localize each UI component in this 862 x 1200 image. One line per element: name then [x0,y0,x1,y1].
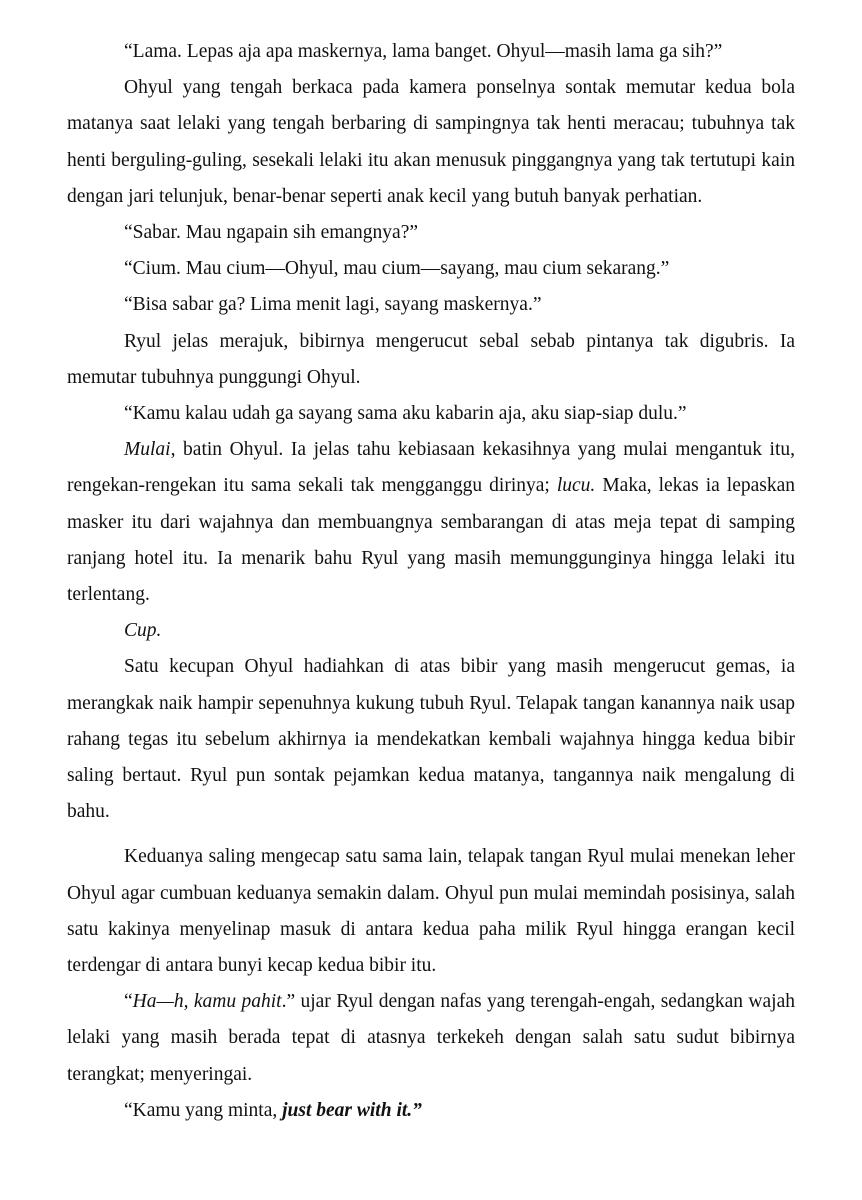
paragraph-p12 [67,984,795,1093]
document-page [67,34,795,1129]
text-segment: Ohyul yang tengah berkaca pada kamera ponselnya sontak memutar kedua bola matanya saat lelaki yang tengah berbaring di sampingnya tak henti meracau; tubuhnya tak henti berguling-guling, sesekali lelaki itu akan menusuk pinggangnya yang tak tertutupi kain dengan jari telunjuk, benar-benar seperti anak kecil yang butuh banyak perhatian. [67,77,795,207]
paragraph-p6 [67,324,795,396]
paragraph-p9 [67,613,795,649]
text-segment: just bear with it.” [282,1099,422,1121]
paragraph-p8 [67,432,795,613]
paragraph-p10 [67,649,795,830]
text-segment: “Kamu kalau udah ga sayang sama aku kabarin aja, aku siap-siap dulu.” [124,403,687,425]
text-segment: Maka, lekas ia lepaskan masker itu dari wajahnya dan membuangnya sembarangan di atas meja tepat di samping ranjang hotel itu. Ia menarik bahu Ryul yang masih memunggunginya hingga lelaki itu terlentang. [67,475,796,606]
text-segment: “ [124,991,133,1013]
paragraph-p5 [67,287,795,323]
text-segment: lucu. [556,475,596,497]
text-segment: Keduanya saling mengecap satu sama lain, telapak tangan Ryul mulai menekan leher Ohyul agar cumbuan keduanya semakin dalam. Ohyul pun mulai memindah posisinya, salah satu kakinya menyelinap masuk di antara kedua paha milik Ryul hingga erangan kecil terdengar di antara bunyi kecap kedua bibir itu. [67,846,795,977]
text-segment: “Kamu yang minta, [124,1099,283,1121]
text-segment: “Cium. Mau cium—Ohyul, mau cium—sayang, mau cium sekarang.” [124,258,670,280]
text-segment: Ryul jelas merajuk, bibirnya mengerucut sebal sebab pintanya tak digubris. Ia memutar tubuhnya punggungi Ohyul. [67,330,795,388]
text-segment: Ha—h, kamu pahit [132,991,282,1013]
paragraph-p4 [67,251,795,287]
paragraph-p7 [67,396,795,432]
paragraph-p13 [67,1093,795,1129]
paragraph-p1 [67,34,795,70]
text-segment: Mulai [124,439,171,461]
text-segment: Cup. [124,620,162,642]
paragraph-p3 [67,215,795,251]
text-segment: “Lama. Lepas aja apa maskernya, lama banget. Ohyul—masih lama ga sih?” [124,41,723,62]
paragraph-p11 [67,839,795,984]
text-segment: Satu kecupan Ohyul hadiahkan di atas bibir yang masih mengerucut gemas, ia merangkak naik hampir sepenuhnya kukung tubuh Ryul. Telapak tangan kanannya naik usap rahang tegas itu sebelum akhirnya ia mendekatkan kembali wajahnya hingga kedua bibir saling bertaut. Ryul pun sontak pejamkan kedua matanya, tangannya naik mengalung di bahu. [67,656,795,823]
text-segment: .” ujar Ryul dengan nafas yang terengah-engah, sedangkan wajah lelaki yang masih berada tepat di atasnya terkekeh dengan salah satu sudut bibirnya terangkat; menyeringai. [67,991,795,1085]
text-segment: “Bisa sabar ga? Lima menit lagi, sayang maskernya.” [124,294,542,316]
text-segment: , batin Ohyul. Ia jelas tahu kebiasaan kekasihnya yang mulai mengantuk itu, rengekan-rengekan itu sama sekali tak mengganggu dirinya; [67,439,795,497]
text-segment: “Sabar. Mau ngapain sih emangnya?” [124,222,419,244]
paragraph-p2 [67,70,795,215]
